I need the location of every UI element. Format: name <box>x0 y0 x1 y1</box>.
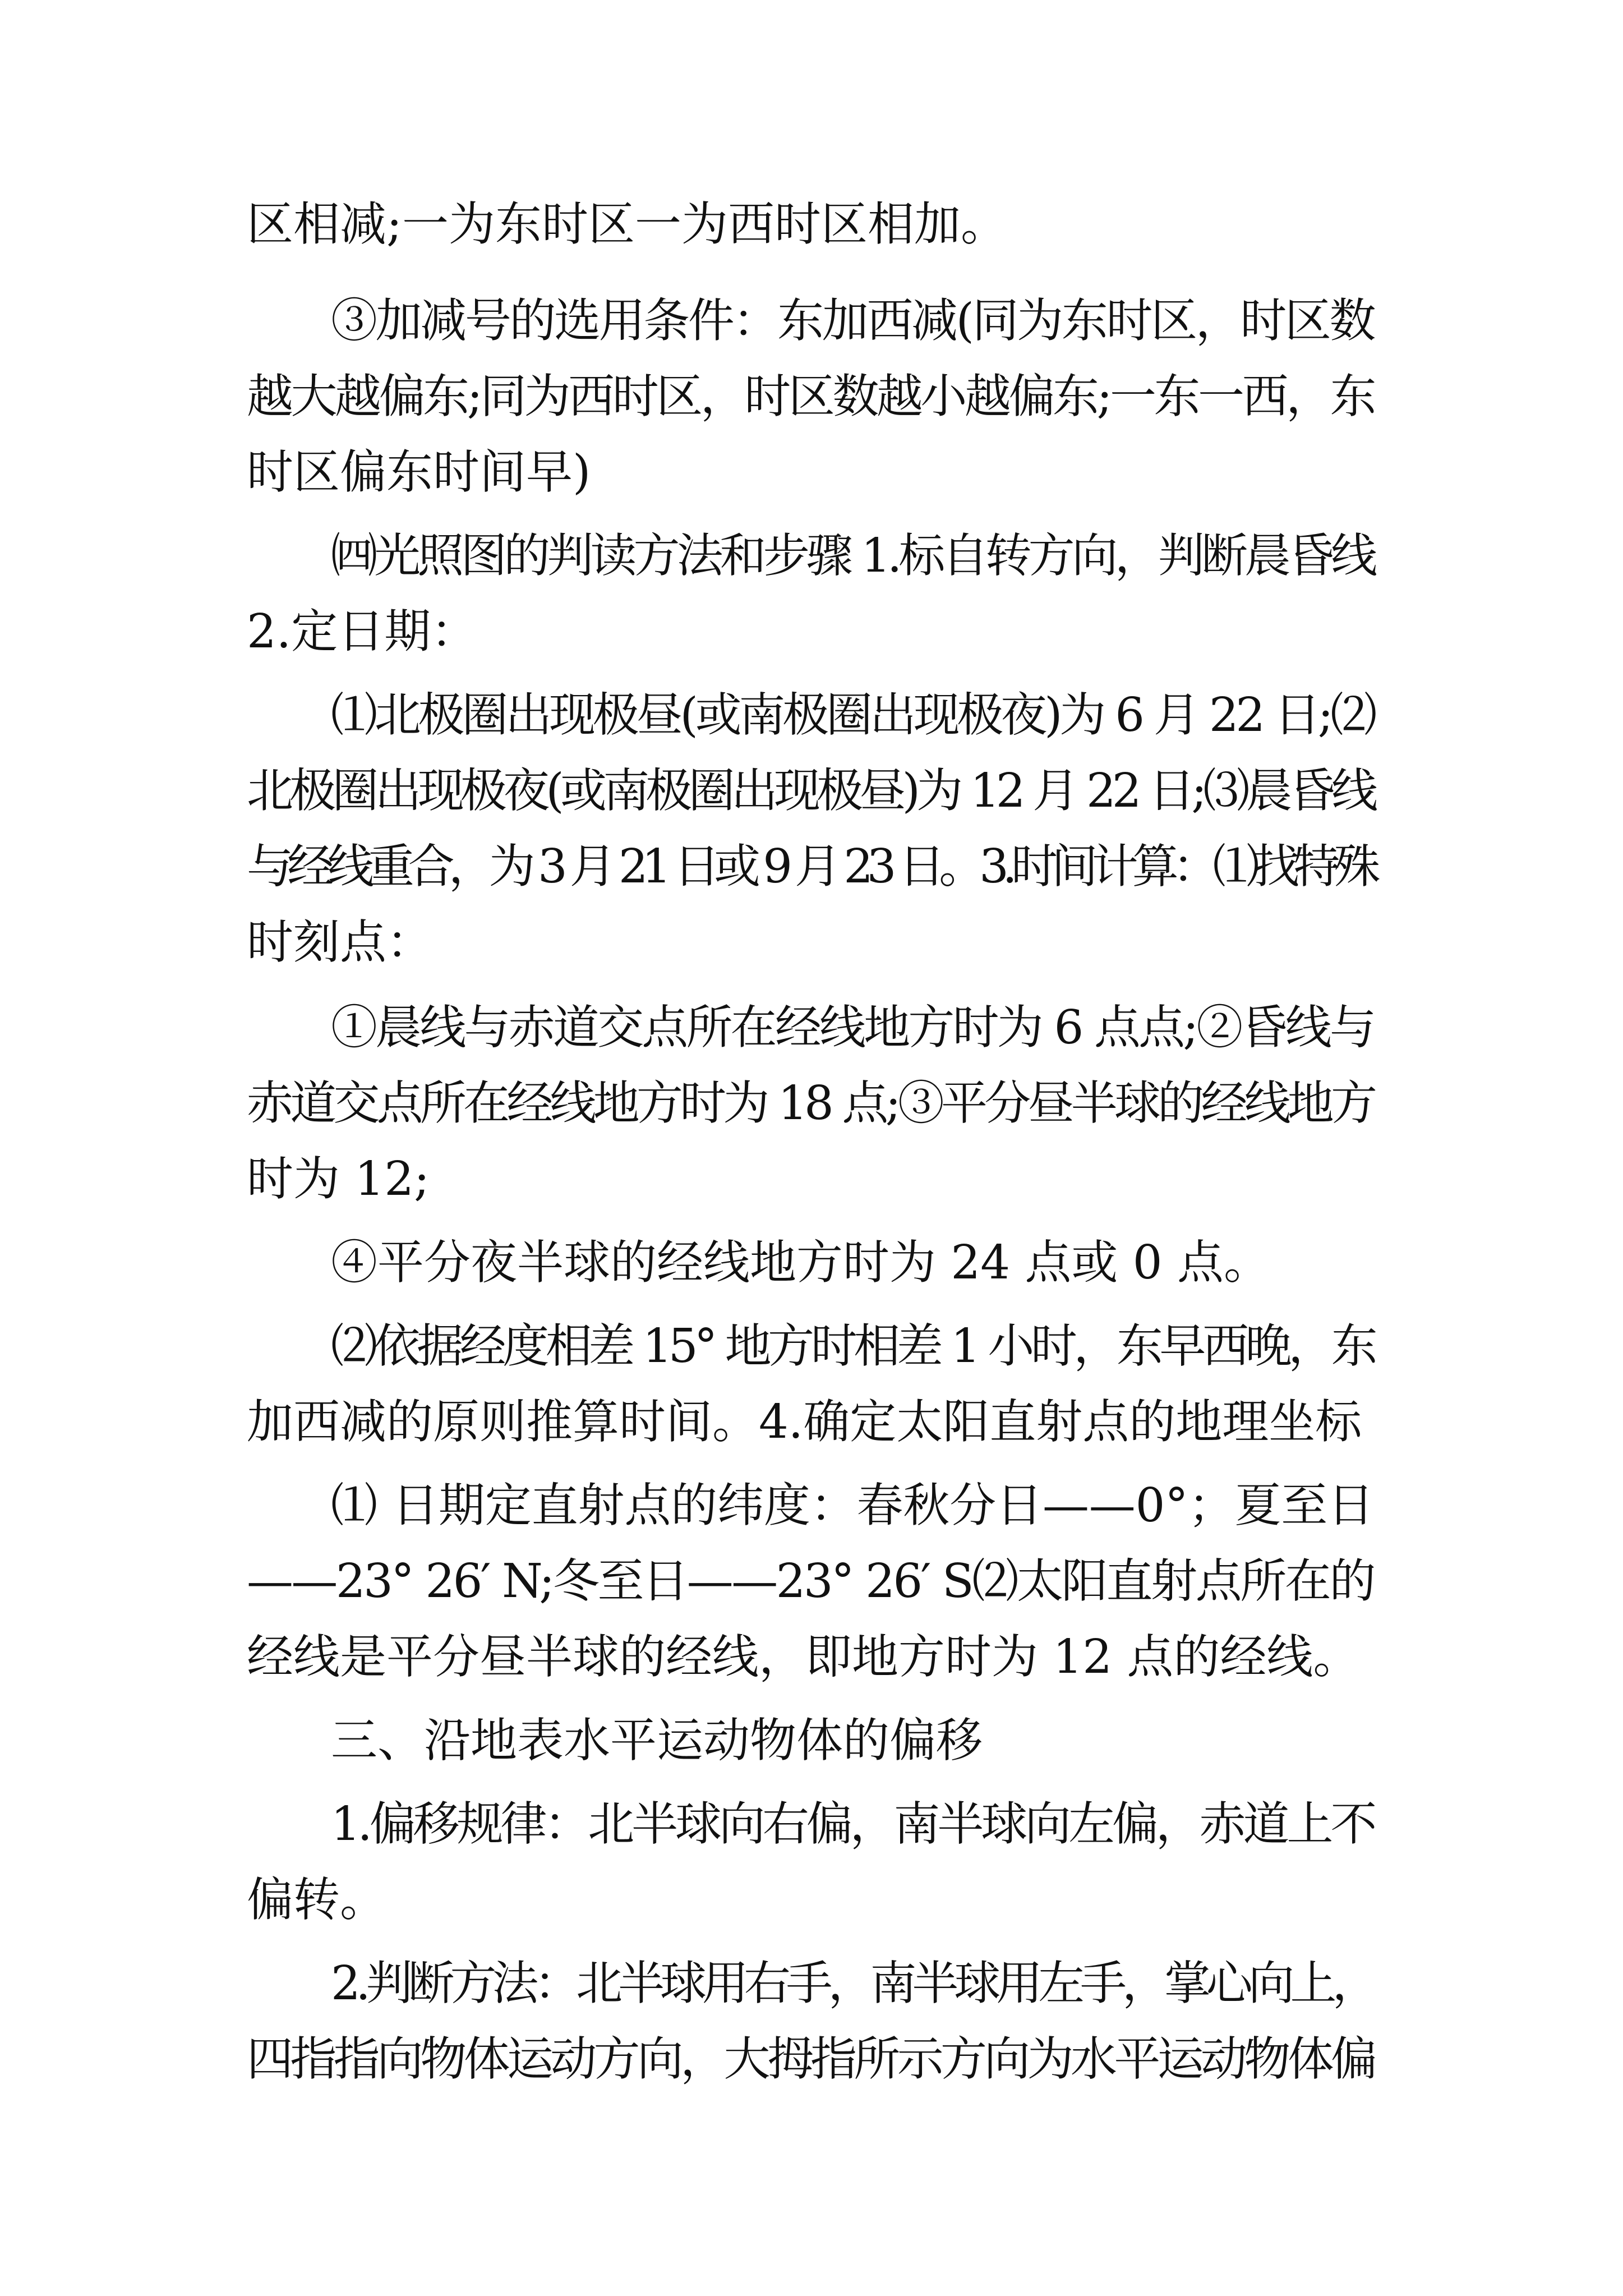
text-line: 四指指向物体运动方向，大拇指所示方向为水平运动物体偏 <box>247 2032 1374 2086</box>
text-line: 时刻点： <box>247 915 433 969</box>
text-line: ①晨线与赤道交点所在经线地方时为 6 点点;②昏线与 <box>331 1000 1374 1055</box>
text-line: 偏转。 <box>247 1872 386 1927</box>
text-line: 北极圈出现极夜(或南极圈出现极昼)为 12 月 22 日;⑶晨昏线 <box>247 763 1374 818</box>
text-line: ⑴ 日期定直射点的纬度：春秋分日——0°；夏至日 <box>331 1478 1374 1533</box>
text-line: 越大越偏东;同为西时区，时区数越小越偏东;一东一西，东 <box>247 369 1374 424</box>
section-heading: 三、沿地表水平运动物体的偏移 <box>331 1713 983 1768</box>
text-line: 与经线重合，为 3 月 21 日或 9 月 23 日。3.时间计算：⑴找特殊 <box>247 839 1374 894</box>
text-line: 赤道交点所在经线地方时为 18 点;③平分昼半球的经线地方 <box>247 1076 1374 1130</box>
text-line: 时区偏东时间早) <box>247 445 591 499</box>
text-line: 区相减;一为东时区一为西时区相加。 <box>247 197 1007 251</box>
text-line: ③加减号的选用条件：东加西减(同为东时区，时区数 <box>331 293 1374 348</box>
text-line: 1.偏移规律：北半球向右偏，南半球向左偏，赤道上不 <box>331 1797 1374 1851</box>
text-line: 经线是平分昼半球的经线，即地方时为 12 点的经线。 <box>247 1630 1360 1684</box>
text-line: 2.定日期： <box>247 604 478 659</box>
text-line: ㈣光照图的判读方法和步骤 1.标自转方向，判断晨昏线 <box>331 528 1374 583</box>
text-line: ⑵依据经度相差 15° 地方时相差 1 小时，东早西晚，东 <box>331 1319 1374 1373</box>
text-line: 2.判断方法：北半球用右手，南半球用左手，掌心向上， <box>331 1956 1374 2010</box>
text-line: ④平分夜半球的经线地方时为 24 点或 0 点。 <box>331 1235 1270 1290</box>
text-line: 加西减的原则推算时间。4.确定太阳直射点的地理坐标 <box>247 1395 1362 1449</box>
text-line: 时为 12; <box>247 1152 430 1206</box>
text-line: ——23° 26′ N;冬至日——23° 26′ S⑵太阳直射点所在的 <box>247 1554 1374 1608</box>
text-line: ⑴北极圈出现极昼(或南极圈出现极夜)为 6 月 22 日;⑵ <box>331 688 1374 742</box>
